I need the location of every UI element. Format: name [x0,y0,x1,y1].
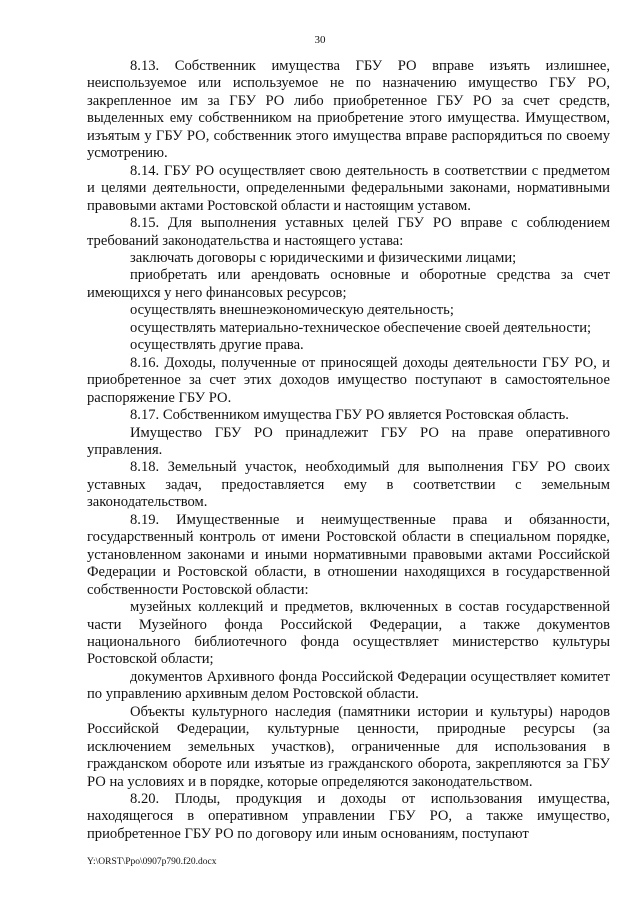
paragraph-8-17-continued: Имущество ГБУ РО принадлежит ГБУ РО на праве оперативного управления. [87,424,610,458]
paragraph-8-20: 8.20. Плоды, продукция и доходы от использования имущества, находящегося в оперативном управлении ГБУ РО, а также имущество, приобретенное ГБУ РО по договору или иным основаниям, поступают [87,791,610,842]
page-number: 30 [314,34,326,46]
footer-file-path: Y:\ORST\Ppo\0907p790.f20.docx [87,857,217,867]
list-item: документов Архивного фонда Российской Федерации осуществляет комитет по управлению архивным делом Ростовской области. [87,668,610,703]
paragraph-8-14: 8.14. ГБУ РО осуществляет свою деятельность в соответствии с предметом и целями деятельности, определенными федеральными законами, нормативными правовыми актами Ростовской области и настоящим уставом. [87,162,610,214]
list-item: приобретать или арендовать основные и оборотные средства за счет имеющихся у него финансовых ресурсов; [87,267,610,301]
paragraph-8-18: 8.18. Земельный участок, необходимый для выполнения ГБУ РО своих уставных задач, предоставляется ему в соответствии с земельным законодательством. [87,459,610,511]
paragraph-8-15: 8.15. Для выполнения уставных целей ГБУ РО вправе с соблюдением требований законодательства и настоящего устава: [87,215,610,249]
paragraph-8-16: 8.16. Доходы, полученные от приносящей доходы деятельности ГБУ РО, и приобретенное за счет этих доходов имущество поступают в самостоятельное распоряжение ГБУ РО. [87,354,610,406]
paragraph-8-13: 8.13. Собственник имущества ГБУ РО вправе изъять излишнее, неиспользуемое или используемое не по назначению имущество ГБУ РО, закрепленное им за ГБУ РО либо приобретенное ГБУ РО за счет средств, выделенных ему собственником на приобретение этого имущества. Имуществом, изъятым у ГБУ РО, собственник этого имущества вправе распорядиться по своему усмотрению. [87,58,610,162]
list-item: осуществлять внешнеэкономическую деятельность; [130,302,454,319]
paragraph-8-17: 8.17. Собственником имущества ГБУ РО является Ростовская область. [130,407,569,424]
list-item: осуществлять другие права. [130,337,304,354]
list-item: заключать договоры с юридическими и физическими лицами; [130,249,517,266]
list-item: осуществлять материально-техническое обеспечение своей деятельности; [130,319,592,336]
document-body [87,58,610,843]
paragraph-cultural-heritage: Объекты культурного наследия (памятники истории и культуры) народов Российской Федерации, культурные ценности, природные ресурсы (за исключением земельных участков), ограниченные для использования в гражданском обороте или изъятые из гражданского оборота, закрепляются за ГБУ РО на условиях и в порядке, которые определяются законодательством. [87,703,610,790]
paragraph-8-19: 8.19. Имущественные и неимущественные права и обязанности, государственный контроль от имени Ростовской области в специальном порядке, установленном законами и иными нормативными правовыми актами Российской Федерации и Ростовской области, в отношении находящихся в государственной собственности Ростовской области: [87,511,610,598]
list-item: музейных коллекций и предметов, включенных в состав государственной части Музейного фонда Российской Федерации, а также документов национального библиотечного фонда осуществляет министерство культуры Ростовской области; [87,599,610,668]
